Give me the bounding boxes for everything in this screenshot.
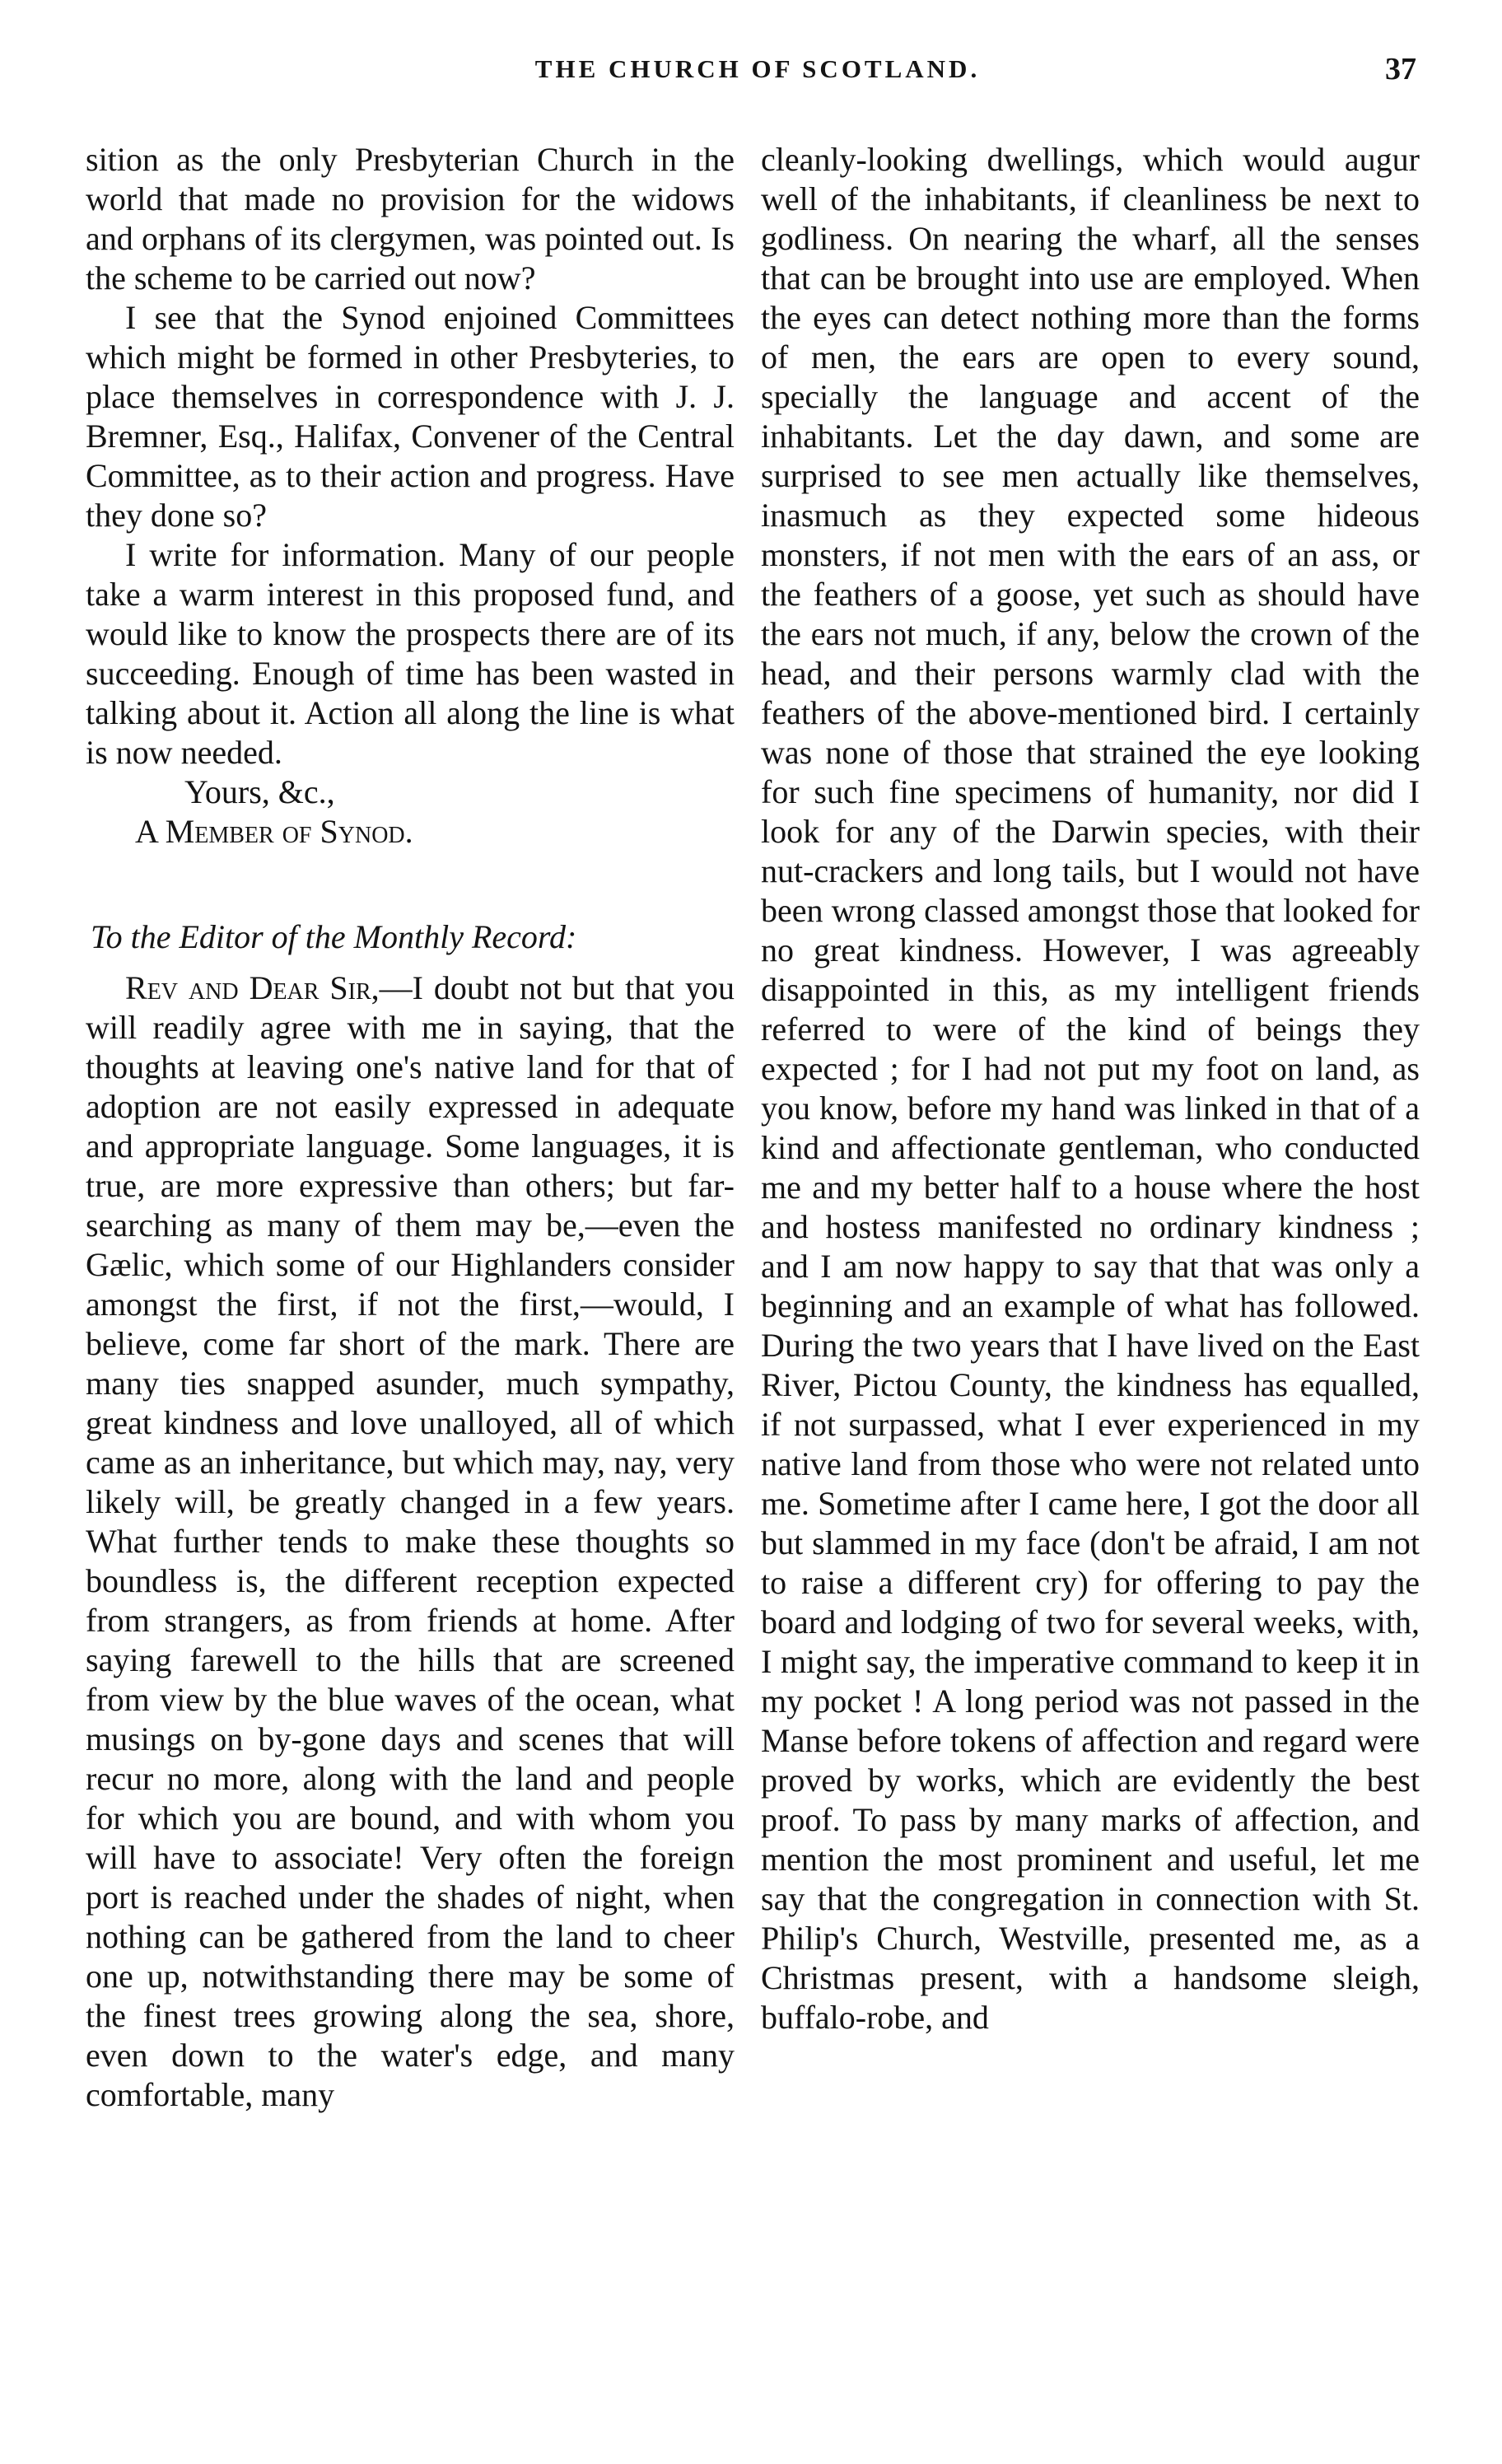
salute-ir: ir,: [348, 969, 380, 1006]
letter-paragraph: [86, 968, 735, 2115]
running-head: [99, 54, 1416, 96]
salute-s: S: [329, 969, 348, 1006]
signoff: Yours, &c.,: [184, 773, 335, 810]
signature-part-d: ynod.: [338, 813, 413, 850]
signature-part-c: S: [320, 813, 338, 850]
letter-body-continued: cleanly-looking dwellings, which would augur well of the inhabitants, if cleanliness be next to godliness. On nearing the wharf, all the senses that can be brought into use are employed. When the eyes can detect nothing more than the forms of men, the ears are open to every sound, specially the language and accent of the inhabitants. Let the day dawn, and some are surprised to see men actually like themselves, inasmuch as they expected some hideous monsters, if not men with the ears of an ass, or the feathers of a goose, yet such as should have the ears not much, if any, below the crown of the head, and their persons warmly clad with the feathers of the above-mentioned bird. I certainly was none of those that strained the eye looking for such fine specimens of humanity, nor did I look for any of the Darwin species, with their nut-crackers and long tails, but I would not have been wrong classed amongst those that looked for no great kindness. However, I was agreeably disappointed in this, as my intelligent friends referred to were of the kind of beings they expected ; for I had not put my foot on land, as you know, before my hand was linked in that of a kind and affectionate gentleman, who conducted me and my better half to a house where the host and hostess manifested no ordinary kindness ; and I am now happy to say that that was only a beginning and an example of what has followed. During the two years that I have lived on the East River, Pictou County, the kindness has equalled, if not surpassed, what I ever experienced in my native land from those who were not related unto me. Sometime after I came here, I got the door all but slammed in my face (don't be afraid, I am not to raise a different cry) for offering to pay the board and lodging of two for several weeks, with, I might say, the imperative command to keep it in my pocket ! A long period was not passed in the Manse before tokens of affection and regard were proved by works, which are evidently the best proof. To pass by many marks of affection, and mention the most prominent and useful, let me say that the congregation in connection with St. Philip's Church, Westville, presented me, as a Christmas present, with a handsome sleigh, buffalo-robe, and: [761, 141, 1420, 2036]
right-column: [761, 140, 1420, 2037]
salute-ear: ear: [273, 969, 330, 1006]
signature: [86, 812, 735, 852]
signature-part-b: ember of: [194, 813, 320, 850]
page-number: 37: [1385, 52, 1416, 86]
running-head-title: THE CHURCH OF SCOTLAND.: [534, 54, 981, 83]
salute-d: D: [249, 969, 273, 1006]
editor-heading: To the Editor of the Monthly Record:: [91, 918, 577, 955]
letter-body-start: —I doubt not but that you will readily agree with me in saying, that the thoughts at leaving one's native land for that of adoption are not easily expressed in adequate and appropriate language. Some languages, it is true, are more expressive than others; but far-searching as many of them may be,—even the Gælic, which some of our Highlanders consider amongst the first, if not the first,—would, I believe, come far short of the mark. There are many ties snapped asunder, much sympathy, great kindness and love unalloyed, all of which came as an inheritance, but which may, nay, very likely will, be greatly changed in a few years. What further tends to make these thoughts so boundless is, the different reception expected from strangers, as from friends at home. After saying farewell to the hills that are screened from view by the blue waves of the ocean, what musings on by-gone days and scenes that will recur no more, along with the land and people for which you are bound, and with whom you will have to associate! Very often the foreign port is reached under the shades of night, when nothing can be gathered from the land to cheer one up, notwithstanding there may be some of the finest trees growing along the sea, shore, even down to the water's edge, and many comfortable, many: [86, 969, 735, 2113]
paragraph-synod-committees: I see that the Synod enjoined Committees which might be formed in other Presbyteries, to place themselves in correspondence with J. J. Bremner, Esq., Halifax, Convener of the Central Committee, as to their action and progress. Have they done so?: [86, 299, 735, 534]
left-column: [86, 140, 735, 2115]
signature-part-a: A M: [135, 813, 195, 850]
salute-ev: ev and: [147, 969, 250, 1006]
salute-r: R: [125, 969, 147, 1006]
paragraph-continued: sition as the only Presbyterian Church in the world that made no provision for the widows and orphans of its clergymen, was pointed out. Is the scheme to be carried out now?: [86, 141, 735, 296]
paragraph-information: I write for information. Many of our people take a warm interest in this proposed fund, and would like to know the prospects there are of its succeeding. Enough of time has been wasted in talking about it. Action all along the line is what is now needed.: [86, 536, 735, 771]
